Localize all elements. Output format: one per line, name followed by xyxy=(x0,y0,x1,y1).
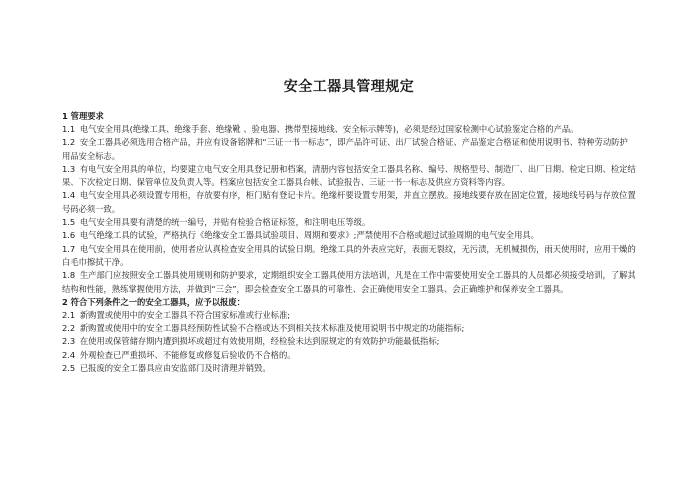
section-management-requirements xyxy=(62,110,636,296)
paragraph-number: 2.5 xyxy=(62,363,76,374)
document-title: 安全工器具管理规定 xyxy=(283,79,415,95)
section-heading: 2 符合下列条件之一的安全工器具，应予以报废： xyxy=(62,296,245,307)
paragraph-1-1 xyxy=(62,123,636,136)
paragraph-text: 新购置或使用中的安全工器具不符合国家标准或行业标准; xyxy=(79,309,291,320)
paragraph-number: 1.2 xyxy=(62,137,76,148)
paragraph-text: 新购置或使用中的安全工器具经预防性试验不合格或达不到相关技术标准及使用说明书中规定的功能指标; xyxy=(79,323,465,334)
paragraph-1-2 xyxy=(62,136,636,163)
paragraph-1-5 xyxy=(62,216,636,229)
paragraph-2-1 xyxy=(62,309,636,322)
paragraph-text: 已报废的安全工器具应由安监部门及时清理并销毁。 xyxy=(79,363,271,374)
paragraph-number: 1.5 xyxy=(62,217,76,228)
paragraph-number: 2.3 xyxy=(62,336,76,347)
paragraph-text: 电气绝缘工具的试验，严格执行《绝缘安全工器具试验项目、周期和要求》;严禁使用不合格或超过试验周期的电气安全用具。 xyxy=(79,230,539,241)
paragraph-1-8 xyxy=(62,269,636,296)
paragraph-text: 电气安全用具(绝缘工具、绝缘手套、绝缘靴 、验电器、携带型接地线、安全标示牌等)，必须是经过国家检测中心试验鉴定合格的产品。 xyxy=(79,124,579,134)
paragraph-text: 外观检查已严重损坏、不能修复或修复后验收仍不合格的。 xyxy=(79,349,296,360)
paragraph-1-6 xyxy=(62,229,636,242)
paragraph-number: 2.2 xyxy=(62,323,76,334)
paragraph-number: 1.8 xyxy=(62,270,76,281)
paragraph-number: 1.1 xyxy=(62,124,76,134)
paragraph-text: 电气安全用具在使用前，使用者应认真检查安全用具的试验日期。绝缘工具的外表应完好，表面无裂纹，无污渍，无机械损伤，雨天使用时，应用干燥的白毛巾擦拭干净。 xyxy=(62,243,636,267)
section-scrap-conditions xyxy=(62,296,636,375)
paragraph-1-7 xyxy=(62,243,636,270)
paragraph-1-3 xyxy=(62,163,636,190)
paragraph-2-3 xyxy=(62,335,636,348)
paragraph-number: 1.4 xyxy=(62,190,76,201)
section-heading: 1 管理要求 xyxy=(62,111,104,121)
paragraph-number: 2.4 xyxy=(62,349,76,360)
paragraph-text: 生产部门应按照安全工器具使用规则和防护要求，定期组织安全工器具使用方法培训，凡是在工作中需要使用安全工器具的人员都必须接受培训，了解其结构和性能，熟练掌握使用方法，并做到“三会”，即会检查安全工器具的可靠性、会正确使用安全工器具、会正确维护和保养安全工器具。 xyxy=(62,270,636,294)
paragraph-2-2 xyxy=(62,322,636,335)
paragraph-text: 在使用或保管储存期内遭到损坏或超过有效使用期，经检验未达到原规定的有效防护功能最低指标; xyxy=(79,336,440,347)
paragraph-text: 电气安全用具必须设置专用柜，存放要有序，柜门贴有登记卡片。绝缘杆要设置专用架，并直立摆放。接地线要存放在固定位置，接地线号码与存放位置号码必须一致。 xyxy=(62,190,636,214)
paragraph-text: 有电气安全用具的单位，均要建立电气安全用具登记册和档案，清册内容包括安全工器具名称、编号、规格型号、制造厂、出厂日期、检定日期、检定结果、下次检定日期、保管单位及负责人等。档案应包括安全工器具台帐、试验报告、三证一书一标志及供应方资料等内容。 xyxy=(62,163,636,188)
paragraph-1-4 xyxy=(62,189,636,216)
paragraph-number: 2.1 xyxy=(62,309,76,320)
paragraph-2-4 xyxy=(62,349,636,362)
paragraph-2-5 xyxy=(62,362,636,375)
paragraph-text: 电气安全用具要有清楚的统一编号，并贴有检验合格证标签，和注明电压等级。 xyxy=(79,217,371,228)
paragraph-number: 1.3 xyxy=(62,163,76,174)
paragraph-text: 安全工器具必须选用合格产品，并应有设备铭牌和“三证一书一标志”，即产品许可证、出厂试验合格证、产品鉴定合格证和使用说明书、特种劳动防护用品安全标志。 xyxy=(62,137,628,161)
paragraph-number: 1.7 xyxy=(62,243,76,254)
paragraph-number: 1.6 xyxy=(62,230,76,241)
